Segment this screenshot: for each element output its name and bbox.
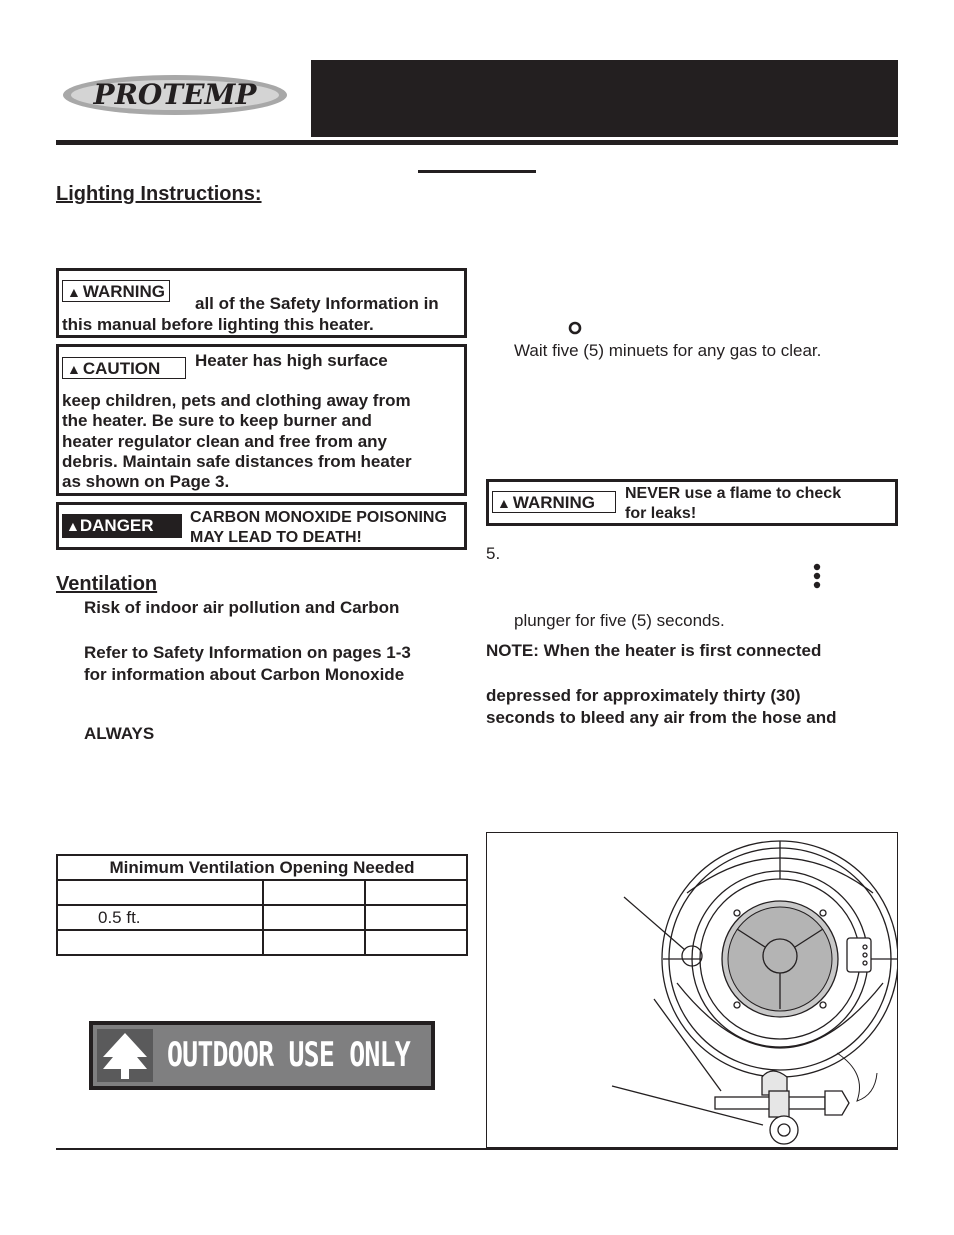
caution-text-line3: the heater. Be sure to keep burner and bbox=[62, 411, 372, 430]
note-line3: seconds to bleed any air from the hose and bbox=[486, 708, 837, 727]
control-knob-off-icon bbox=[568, 321, 582, 340]
lighting-heading: Lighting Instructions: bbox=[56, 183, 262, 205]
warning-tag: ▲ WARNING bbox=[62, 280, 170, 302]
caution-text-line4: heater regulator clean and free from any bbox=[62, 432, 387, 451]
ventilation-heading: Ventilation bbox=[56, 573, 158, 595]
danger-triangle-icon: ▲ bbox=[66, 518, 80, 534]
danger-box bbox=[56, 502, 467, 550]
table-cell bbox=[57, 930, 263, 955]
step-5-number: 5. bbox=[486, 544, 501, 563]
caution-text-line6: as shown on Page 3. bbox=[62, 472, 230, 491]
table-row bbox=[57, 905, 467, 930]
danger-text-line1: CARBON MONOXIDE POISONING bbox=[190, 509, 447, 526]
outdoor-use-only-text: OUTDOOR USE ONLY bbox=[167, 1035, 410, 1075]
caution-text-line1: Heater has high surface bbox=[195, 351, 388, 370]
danger-text-line2: MAY LEAD TO DEATH! bbox=[190, 529, 362, 546]
danger-tag: ▲DANGER bbox=[62, 514, 182, 538]
caution-text-line2: keep children, pets and clothing away from bbox=[62, 391, 411, 410]
ignition-symbol-icon bbox=[811, 563, 823, 594]
table-cell bbox=[263, 880, 365, 905]
section-underline bbox=[418, 170, 536, 173]
heater-diagram bbox=[486, 832, 898, 1148]
table-row bbox=[57, 880, 467, 905]
warning-triangle-icon: ▲ bbox=[67, 284, 81, 300]
outdoor-use-only-sign bbox=[89, 1021, 435, 1090]
warning-text-line1: all of the Safety Information in bbox=[195, 294, 439, 313]
caution-triangle-icon: ▲ bbox=[67, 361, 81, 377]
note-line1: NOTE: When the heater is first connected bbox=[486, 641, 822, 660]
warning-box bbox=[56, 268, 467, 338]
table-cell bbox=[365, 905, 467, 930]
section-title-bar bbox=[311, 60, 898, 137]
table-cell bbox=[263, 905, 365, 930]
caution-tag: ▲ CAUTION bbox=[62, 357, 186, 379]
table-cell bbox=[263, 930, 365, 955]
header-rule bbox=[56, 140, 898, 145]
table-cell bbox=[365, 880, 467, 905]
table-cell bbox=[57, 880, 263, 905]
plunger-text: plunger for five (5) seconds. bbox=[514, 611, 725, 630]
table-cell: 0.5 ft. bbox=[57, 905, 263, 930]
ventilation-line3: for information about Carbon Monoxide bbox=[84, 665, 405, 684]
ventilation-table bbox=[56, 854, 468, 956]
leak-warning-line2: for leaks! bbox=[625, 505, 697, 522]
ventilation-line4: ALWAYS bbox=[84, 724, 155, 743]
note-line2: depressed for approximately thirty (30) bbox=[486, 686, 801, 705]
leak-warning-box bbox=[486, 479, 898, 526]
warning-triangle-icon: ▲ bbox=[497, 495, 511, 511]
caution-box bbox=[56, 344, 467, 496]
wait-text: Wait five (5) minuets for any gas to clear. bbox=[514, 341, 822, 360]
footer-rule bbox=[56, 1148, 898, 1150]
warning-text-line2: this manual before lighting this heater. bbox=[62, 315, 374, 334]
table-cell bbox=[365, 930, 467, 955]
table-row bbox=[57, 930, 467, 955]
table-title: Minimum Ventilation Opening Needed bbox=[57, 855, 467, 880]
logo-text: PROTEMP bbox=[93, 78, 257, 111]
protemp-logo bbox=[57, 64, 307, 126]
leak-warning-tag: ▲ WARNING bbox=[492, 491, 616, 513]
caution-text-line5: debris. Maintain safe distances from heater bbox=[62, 452, 412, 471]
ventilation-line2: Refer to Safety Information on pages 1-3 bbox=[84, 643, 411, 662]
tree-icon bbox=[97, 1029, 153, 1082]
ventilation-line1: Risk of indoor air pollution and Carbon bbox=[84, 598, 400, 617]
leak-warning-line1: NEVER use a flame to check bbox=[625, 485, 842, 502]
